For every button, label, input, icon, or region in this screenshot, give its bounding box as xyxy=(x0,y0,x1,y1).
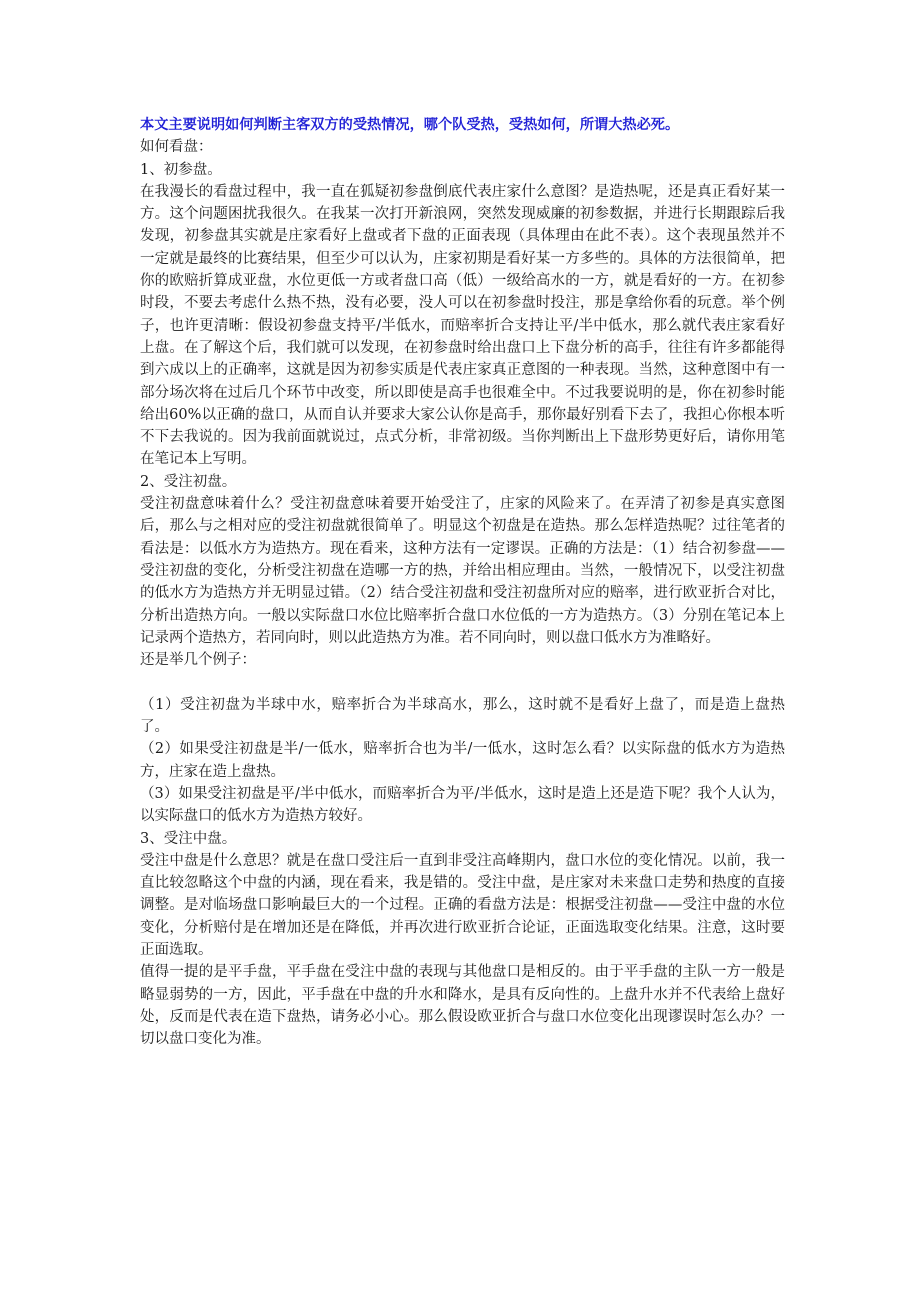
examples-intro: 还是举几个例子： xyxy=(140,652,256,669)
how-to-view-label: 如何看盘： xyxy=(140,139,213,156)
section-3-note: 值得一提的是平手盘，平手盘在受注中盘的表现与其他盘口是相反的。由于平手盘的主队一方一般是略显弱势的一方，因此，平手盘在中盘的升水和降水，是具有反向性的。上盘升水并不代表给上盘好处，反而是代表在造下盘热，请务必小心。那么假设欧亚折合与盘口水位变化出现谬误时怎么办？一切以盘口变化为准。 xyxy=(140,964,785,1048)
section-3-heading: 3、受注中盘。 xyxy=(140,830,237,847)
section-2-heading: 2、受注初盘。 xyxy=(140,473,237,490)
example-1: （1）受注初盘为半球中水，赔率折合为半球高水，那么，这时就不是看好上盘了，而是造上盘热了。 xyxy=(140,696,785,736)
article-body xyxy=(140,114,785,1050)
section-1-heading: 1、初参盘。 xyxy=(140,161,222,178)
section-1-paragraph: 在我漫长的看盘过程中，我一直在狐疑初参盘倒底代表庄家什么意图？是造热呢，还是真正看好某一方。这个问题困扰我很久。在我某一次打开新浪网，突然发现威廉的初参数据，并进行长期跟踪后我发现，初参盘其实就是庄家看好上盘或者下盘的正面表现（具体理由在此不表）。这个表现虽然并不一定就是最终的比赛结果，但至少可以认为，庄家初期是看好某一方多些的。具体的方法很简单，把你的欧赔折算成亚盘，水位更低一方或者盘口高（低）一级给高水的一方，就是看好的一方。在初参时段，不要去考虑什么热不热，没有必要，没人可以在初参盘时投注，那是拿给你看的玩意。举个例子，也许更清晰：假设初参盘支持平/半低水，而赔率折合支持让平/半中低水，那么就代表庄家看好上盘。在了解这个后，我们就可以发现，在初参盘时给出盘口上下盘分析的高手，往往有许多都能得到六成以上的正确率，这就是因为初参实质是代表庄家真正意图的一种表现。当然，这种意图中有一部分场次将在过后几个环节中改变，所以即使是高手也很难全中。不过我要说明的是，你在初参时能给出60%以正确的盘口，从而自认并要求大家公认你是高手，那你最好别看下去了，我担心你根本听不下去我说的。因为我前面就说过，点式分析，非常初级。当你判断出上下盘形势更好后，请你用笔在笔记本上写明。 xyxy=(140,183,785,468)
example-3: （3）如果受注初盘是平/半中低水，而赔率折合为平/半低水，这时是造上还是造下呢？我个人认为，以实际盘口的低水方为造热方较好。 xyxy=(140,785,785,825)
blank-line xyxy=(140,671,785,693)
intro-summary: 本文主要说明如何判断主客双方的受热情况，哪个队受热，受热如何，所谓大热必死。 xyxy=(140,117,680,133)
section-3-paragraph: 受注中盘是什么意思？就是在盘口受注后一直到非受注高峰期内，盘口水位的变化情况。以前，我一直比较忽略这个中盘的内涵，现在看来，我是错的。受注中盘，是庄家对未来盘口走势和热度的直接调整。是对临场盘口影响最巨大的一个过程。正确的看盘方法是：根据受注初盘——受注中盘的水位变化，分析赔付是在增加还是在降低，并再次进行欧亚折合论证，正面选取变化结果。注意，这时要正面选取。 xyxy=(140,852,785,958)
example-2: （2）如果受注初盘是半/一低水，赔率折合也为半/一低水，这时怎么看？以实际盘的低水方为造热方，庄家在造上盘热。 xyxy=(140,741,785,780)
section-2-paragraph: 受注初盘意味着什么？受注初盘意味着要开始受注了，庄家的风险来了。在弄清了初参是真实意图后，那么与之相对应的受注初盘就很简单了。明显这个初盘是在造热。那么怎样造热呢？过往笔者的看法是：以低水方为造热方。现在看来，这种方法有一定谬误。正确的方法是：（1）结合初参盘——受注初盘的变化，分析受注初盘在造哪一方的热，并给出相应理由。当然，一般情况下，以受注初盘的低水方为造热方并无明显过错。（2）结合受注初盘和受注初盘所对应的赔率，进行欧亚折合对比，分析出造热方向。一般以实际盘口水位比赔率折合盘口水位低的一方为造热方。（3）分别在笔记本上记录两个造热方，若同向时，则以此造热方为准。若不同向时，则以盘口低水方为准略好。 xyxy=(140,496,785,646)
